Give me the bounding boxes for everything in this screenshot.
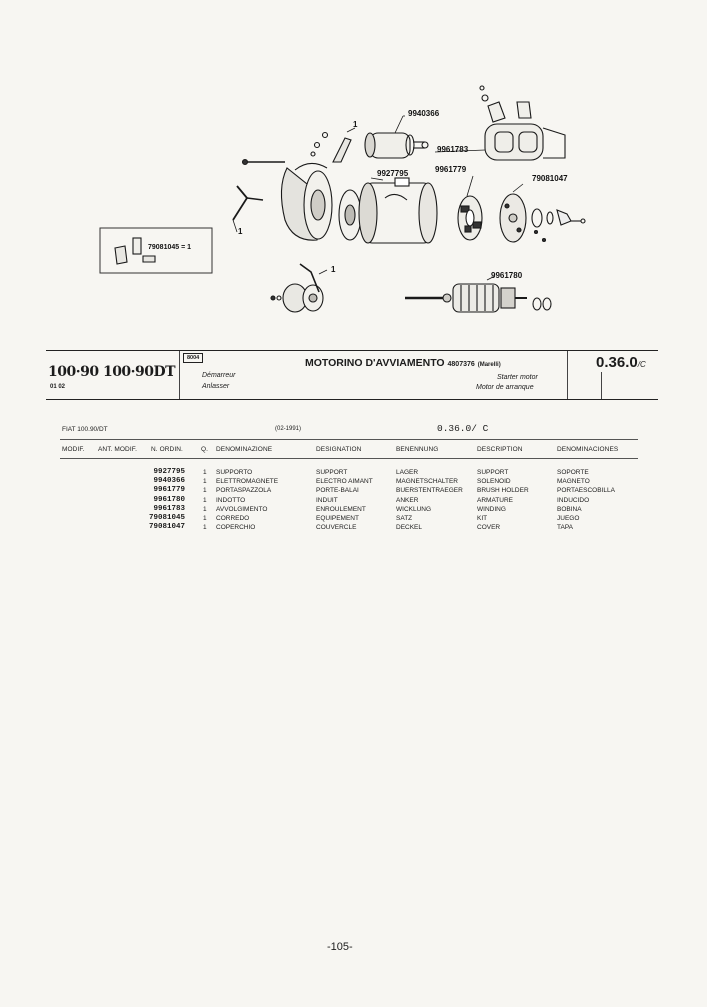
model-date: (02-1991) [275, 426, 302, 432]
desc-german: WICKLUNG [396, 505, 432, 513]
part-number: 79081045 [148, 513, 185, 522]
callout-79081047: 79081047 [532, 174, 568, 183]
armature-drawing [405, 284, 551, 312]
part-number: 9961779 [153, 486, 185, 495]
kit-drawing [115, 238, 155, 264]
part-number: 9927795 [153, 468, 185, 476]
callout-9961779: 9961779 [435, 165, 467, 174]
title-french: Démarreur [202, 372, 236, 379]
callout-9940366: 9940366 [408, 109, 440, 118]
callout-qty-1c: 1 [331, 265, 336, 274]
desc-spanish: PORTAESCOBILLA [557, 487, 615, 495]
title-english: Starter motor [497, 374, 538, 381]
section-code-suffix: /C [637, 360, 646, 369]
quantity: 1 [203, 469, 207, 476]
desc-english: BRUSH HOLDER [477, 487, 529, 495]
header-bottom-rule [46, 399, 658, 400]
quantity: 1 [203, 524, 207, 532]
brush-holder-drawing [458, 196, 482, 240]
callout-9961783: 9961783 [437, 145, 469, 154]
model-name: 100·90 100·90DT [48, 364, 176, 380]
quantity: 1 [203, 478, 207, 486]
desc-french: SUPPORT [316, 469, 348, 476]
quantity: 1 [203, 496, 207, 504]
desc-english: SOLENOID [477, 478, 511, 486]
section-code-main: 0.36.0 [596, 354, 638, 371]
table-header-bottom-rule [60, 458, 638, 459]
desc-german: DECKEL [396, 524, 423, 532]
desc-german: BUERSTENTRAEGER [396, 487, 463, 495]
quantity: 1 [203, 505, 207, 513]
header-divider-2 [567, 351, 568, 399]
drive-end-housing-drawing [281, 163, 332, 240]
desc-italian: SUPPORTO [216, 469, 253, 476]
callout-qty-1b: 1 [238, 227, 243, 236]
col-header-quantity: Q. [201, 446, 209, 453]
desc-spanish: SOPORTE [557, 469, 589, 476]
col-header-order-number: N. ORDIN. [151, 446, 183, 453]
desc-french: ELECTRO AIMANT [316, 478, 373, 486]
part-number: 9961783 [153, 504, 185, 513]
desc-english: SUPPORT [477, 469, 509, 476]
title-spanish: Motor de arranque [476, 384, 534, 391]
desc-french: COUVERCLE [316, 524, 357, 532]
col-header-spanish: DENOMINACIONES [557, 446, 619, 453]
table-section-code: 0.36.0/ C [437, 423, 489, 434]
col-header-modif: MODIF. [62, 446, 85, 453]
model-line: FIAT 100.90/DT [62, 426, 108, 433]
title-german: Anlasser [202, 383, 230, 390]
part-number: 9940366 [153, 477, 185, 486]
desc-german: LAGER [396, 469, 419, 476]
col-header-french: DESIGNATION [316, 446, 362, 453]
model-variants: 01 02 [50, 384, 66, 390]
desc-english: ARMATURE [477, 496, 513, 504]
desc-german: SATZ [396, 514, 413, 522]
group-code-box: 8004 [183, 353, 203, 363]
assembly-part-number: 4807376 [447, 361, 475, 368]
solenoid-drawing [365, 133, 428, 158]
desc-italian: AVVOLGIMENTO [216, 505, 268, 513]
part-number: 79081047 [148, 523, 185, 532]
manufacturer: (Marelli) [477, 362, 501, 368]
desc-english: WINDING [477, 505, 506, 513]
desc-english: KIT [477, 514, 488, 522]
page-title [305, 357, 501, 369]
desc-italian: INDOTTO [216, 496, 246, 504]
title-italian: MOTORINO D'AVVIAMENTO [305, 357, 445, 369]
field-winding-drawing [480, 86, 565, 160]
callout-9961780: 9961780 [491, 271, 523, 280]
header-divider-3 [601, 372, 602, 399]
page-number: -105- [327, 941, 353, 953]
col-header-italian: DENOMINAZIONE [216, 446, 273, 453]
desc-french: INDUIT [316, 496, 338, 504]
desc-italian: CORREDO [216, 514, 250, 522]
col-header-english: DESCRIPTION [477, 446, 523, 453]
header-divider-1 [179, 351, 180, 399]
desc-spanish: JUEGO [557, 514, 580, 522]
desc-french: EQUIPEMENT [316, 514, 359, 522]
desc-spanish: INDUCIDO [557, 496, 590, 504]
desc-spanish: MAGNETO [557, 478, 590, 486]
callout-qty-1a: 1 [353, 120, 358, 129]
desc-german: ANKER [396, 496, 419, 504]
col-header-ant-modif: ANT. MODIF. [98, 446, 138, 453]
col-header-german: BENENNUNG [396, 446, 439, 453]
exploded-parts-diagram [95, 80, 615, 330]
yoke-drawing [339, 178, 437, 243]
desc-italian: ELETTROMAGNETE [216, 478, 279, 486]
desc-french: ENROULEMENT [316, 505, 366, 513]
callout-9927795: 9927795 [377, 169, 409, 178]
section-code [596, 354, 646, 371]
desc-spanish: BOBINA [557, 505, 582, 513]
desc-spanish: TAPA [557, 524, 574, 532]
end-cover-drawing [500, 194, 585, 242]
desc-italian: PORTASPAZZOLA [216, 487, 272, 495]
part-number: 9961780 [153, 495, 185, 504]
desc-german: MAGNETSCHALTER [396, 478, 458, 486]
desc-french: PORTE-BALAI [316, 487, 359, 495]
drive-pinion-drawing [271, 264, 323, 312]
callout-79081045: 79081045 = 1 [148, 244, 192, 251]
desc-italian: COPERCHIO [216, 524, 256, 532]
desc-english: COVER [477, 524, 501, 532]
table-header-top-rule [60, 439, 638, 440]
quantity: 1 [203, 487, 207, 495]
quantity: 1 [203, 514, 207, 522]
